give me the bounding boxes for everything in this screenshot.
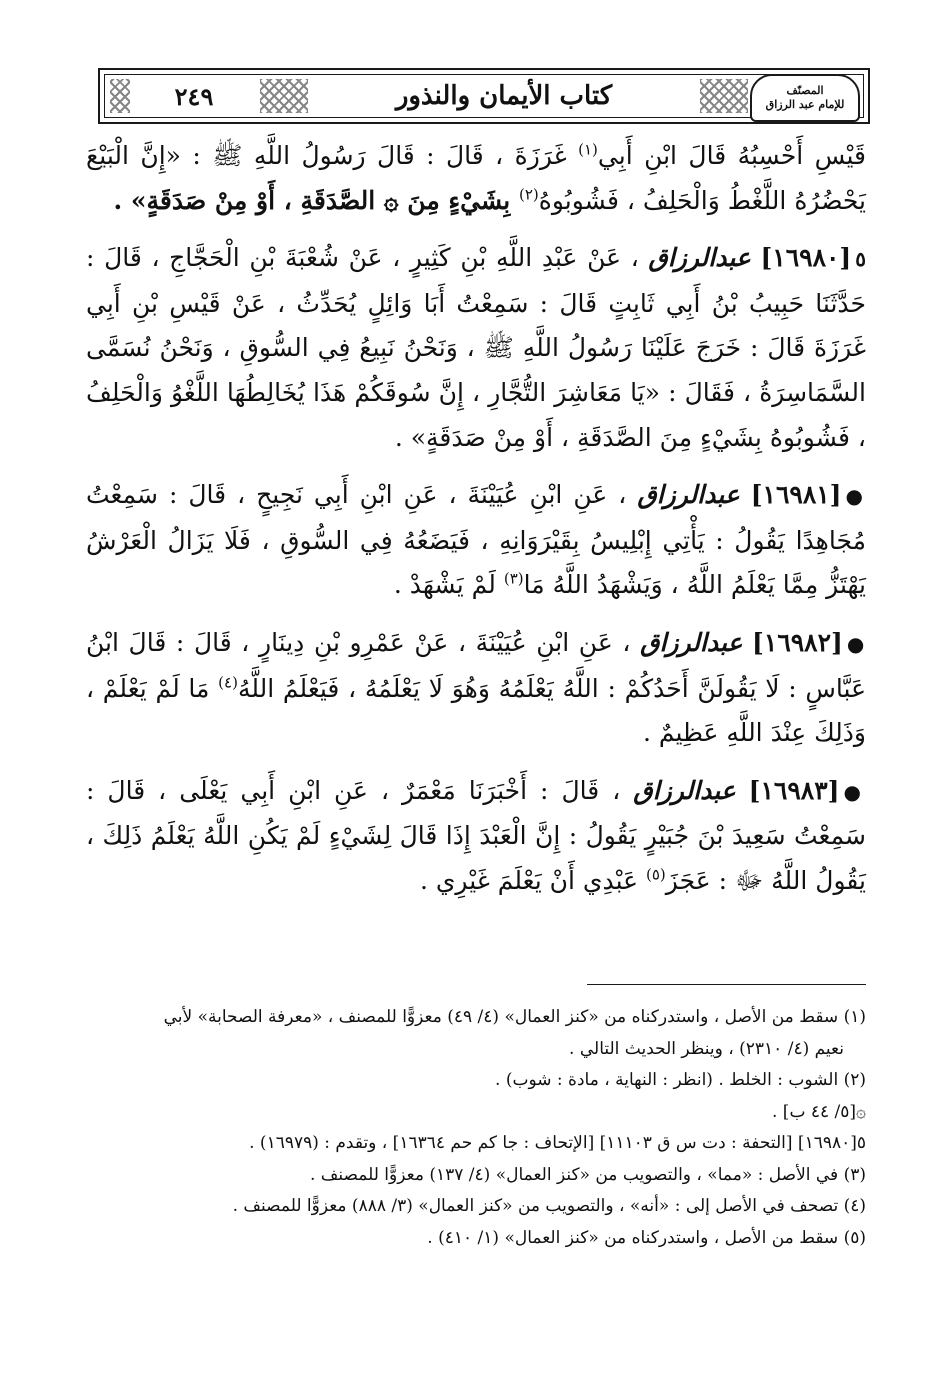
footnote-divider (587, 984, 866, 985)
emblem-line-2: للإمام عبد الرزاق (765, 98, 845, 111)
paragraph-text: قَيْسِ أَحْسِبُهُ قَالَ ابْنِ أَبِي (597, 141, 867, 170)
footnote-ref: (١) (578, 140, 598, 159)
paragraph-text: ، عَنِ ابْنِ عُيَيْنَةَ ، عَنِ ابْنِ أَبِي نَجِيحٍ ، قَالَ : سَمِعْتُ مُجَاهِدًا يَقُولُ : يَأْتِي إِبْلِيسُ بِقَيْرَوَانِهِ ، فَيَضَعُهُ فِي السُّوقِ ، فَلَا يَزَالُ الْعَرْشُ يَهْتَزُّ مِمَّا يَعْلَمُ اللَّهُ ، وَيَشْهَدُ اللَّهُ مَا (86, 480, 866, 600)
footnote-line: ۞[٥/ ٤٤ ب] . (772, 1101, 866, 1122)
hadith-number: [١٦٩٨٣] (748, 775, 840, 805)
hadith-number: [١٦٩٨٢] (752, 627, 843, 657)
footnotes (96, 1002, 866, 1254)
book-title: كتاب الأيمان والنذور (395, 81, 613, 111)
hadith-marker: ٥ (855, 247, 867, 272)
footnote-ref: (٢) (518, 185, 539, 204)
page-header (98, 68, 870, 124)
paragraph-text: عَبْدِي أَنْ يَعْلَمَ غَيْرِي . (419, 865, 646, 895)
hadith-paragraph (86, 769, 866, 904)
narrator-name: عبدالرزاق (640, 627, 743, 657)
footnote-line: (١) سقط من الأصل ، واستدركناه من «كنز العمال» (٤/ ٤٩) معزوًّا للمصنف ، «معرفة الصحابة» لأبي (163, 1007, 866, 1027)
paragraph-text: ، عَنْ عَبْدِ اللَّهِ بْنِ كَثِيرٍ ، عَنْ شُعْبَةَ بْنِ الْحَجَّاجِ ، قَالَ : حَدَّثَنَا حَبِيبُ بْنُ أَبِي ثَابِتٍ قَالَ : سَمِعْتُ أَبَا وَائِلٍ يُحَدِّثُ ، عَنْ قَيْسِ بْنِ أَبِي غَرَزَةَ قَالَ : خَرَجَ عَلَيْنَا رَسُولُ اللَّهِ ﷺ ، وَنَحْنُ نَبِيعُ فِي السُّوقِ ، وَنَحْنُ نُسَمَّى السَّمَاسِرَةُ ، فَقَالَ : «يَا مَعَاشِرَ التُّجَّارِ ، إِنَّ سُوقَكُمْ هَذَا يُخَالِطُهَا اللَّغْوُ وَالْحَلِفُ ، فَشُوبُوهُ بِشَيْءٍ مِنَ الصَّدَقَةِ ، أَوْ مِنْ صَدَقَةٍ» . (86, 243, 866, 452)
ornament-left-outer (110, 79, 130, 113)
ornament-left-inner (260, 79, 308, 113)
footnote-ref: (٥) (646, 865, 666, 884)
book-emblem-icon (750, 74, 860, 122)
hadith-number: [١٦٩٨١] (750, 480, 842, 510)
page-number: ٢٤٩ (174, 81, 214, 111)
paragraph-text: مَا لَمْ يَعْلَمْ ، وَذَلِكَ عِنْدَ اللَّهِ عَظِيمٌ . (86, 673, 866, 748)
hadith-marker: ● (845, 484, 866, 509)
narrator-name: عبدالرزاق (637, 480, 740, 510)
hadith-paragraph (86, 236, 866, 460)
footnote-line: ٥[١٦٩٨٠] [التحفة : دت س ق ١١١٠٣] [الإتحاف : جا كم حم ١٦٣٦٤] ، وتقدم : (١٦٩٧٩) . (249, 1133, 866, 1153)
footnote-ref: (٤) (218, 673, 238, 692)
narrator-name: عبدالرزاق (648, 243, 751, 273)
footnote-line: نعيم (٤/ ٢٣١٠) ، وينظر الحديث التالي . (569, 1038, 844, 1059)
paragraph-text: ، قَالَ : أَخْبَرَنَا مَعْمَرٌ ، عَنِ ابْنِ أَبِي يَعْلَى ، قَالَ : سَمِعْتُ سَعِيدَ بْنَ جُبَيْرٍ يَقُولُ : إِنَّ الْعَبْدَ إِذَا قَالَ لِشَيْءٍ لَمْ يَكُنِ اللَّهُ يَعْلَمُ ذَلِكَ ، يَقُولُ اللَّهُ ﷻ : عَجَزَ (86, 775, 866, 895)
main-text (86, 134, 866, 904)
paragraph-text: بِشَيْءٍ مِنَ ۞ الصَّدَقَةِ ، أَوْ مِنْ صَدَقَةٍ» . (113, 185, 519, 215)
hadith-marker: ● (846, 631, 866, 656)
hadith-paragraph (86, 473, 866, 608)
footnote-ref: (٣) (503, 570, 524, 589)
footnote-line: (٢) الشوب : الخلط . (انظر : النهاية ، مادة : شوب) . (495, 1070, 866, 1090)
emblem-line-1: المصنّف (786, 84, 824, 97)
paragraph-text: ، عَنِ ابْنِ عُيَيْنَةَ ، عَنْ عَمْرِو بْنِ دِينَارٍ ، قَالَ : قَالَ ابْنُ عَبَّاسٍ : لَا يَقُولَنَّ أَحَدُكُمْ : اللَّهُ يَعْلَمُهُ وَهُوَ لَا يَعْلَمُهُ ، فَيَعْلَمُ اللَّهُ (86, 627, 866, 703)
narrator-name: عبدالرزاق (633, 775, 736, 805)
hadith-paragraph (86, 621, 866, 756)
paragraph-text: لَمْ يَشْهَدْ . (393, 570, 504, 600)
paragraph (86, 134, 866, 223)
footnote-line: (٣) في الأصل : «مما» ، والتصويب من «كنز العمال» (٤/ ١٣٧) معزوًّا للمصنف . (309, 1164, 866, 1185)
hadith-number: [١٦٩٨٠] (760, 243, 852, 273)
footnote-line: (٥) سقط من الأصل ، واستدركناه من «كنز العمال» (١/ ٤١٠) . (427, 1227, 866, 1248)
footnote-line: (٤) تصحف في الأصل إلى : «أنه» ، والتصويب من «كنز العمال» (٣/ ٨٨٨) معزوًّا للمصنف . (232, 1196, 866, 1216)
ornament-right-inner (700, 79, 748, 113)
paragraph-text: غَرَزَةَ ، قَالَ : قَالَ رَسُولُ اللَّهِ ﷺ : «إِنَّ الْبَيْعَ يَحْضُرُهُ اللَّغْطُ وَالْحَلِفُ ، فَشُوبُوهُ (86, 141, 866, 215)
hadith-marker: ● (843, 779, 866, 804)
